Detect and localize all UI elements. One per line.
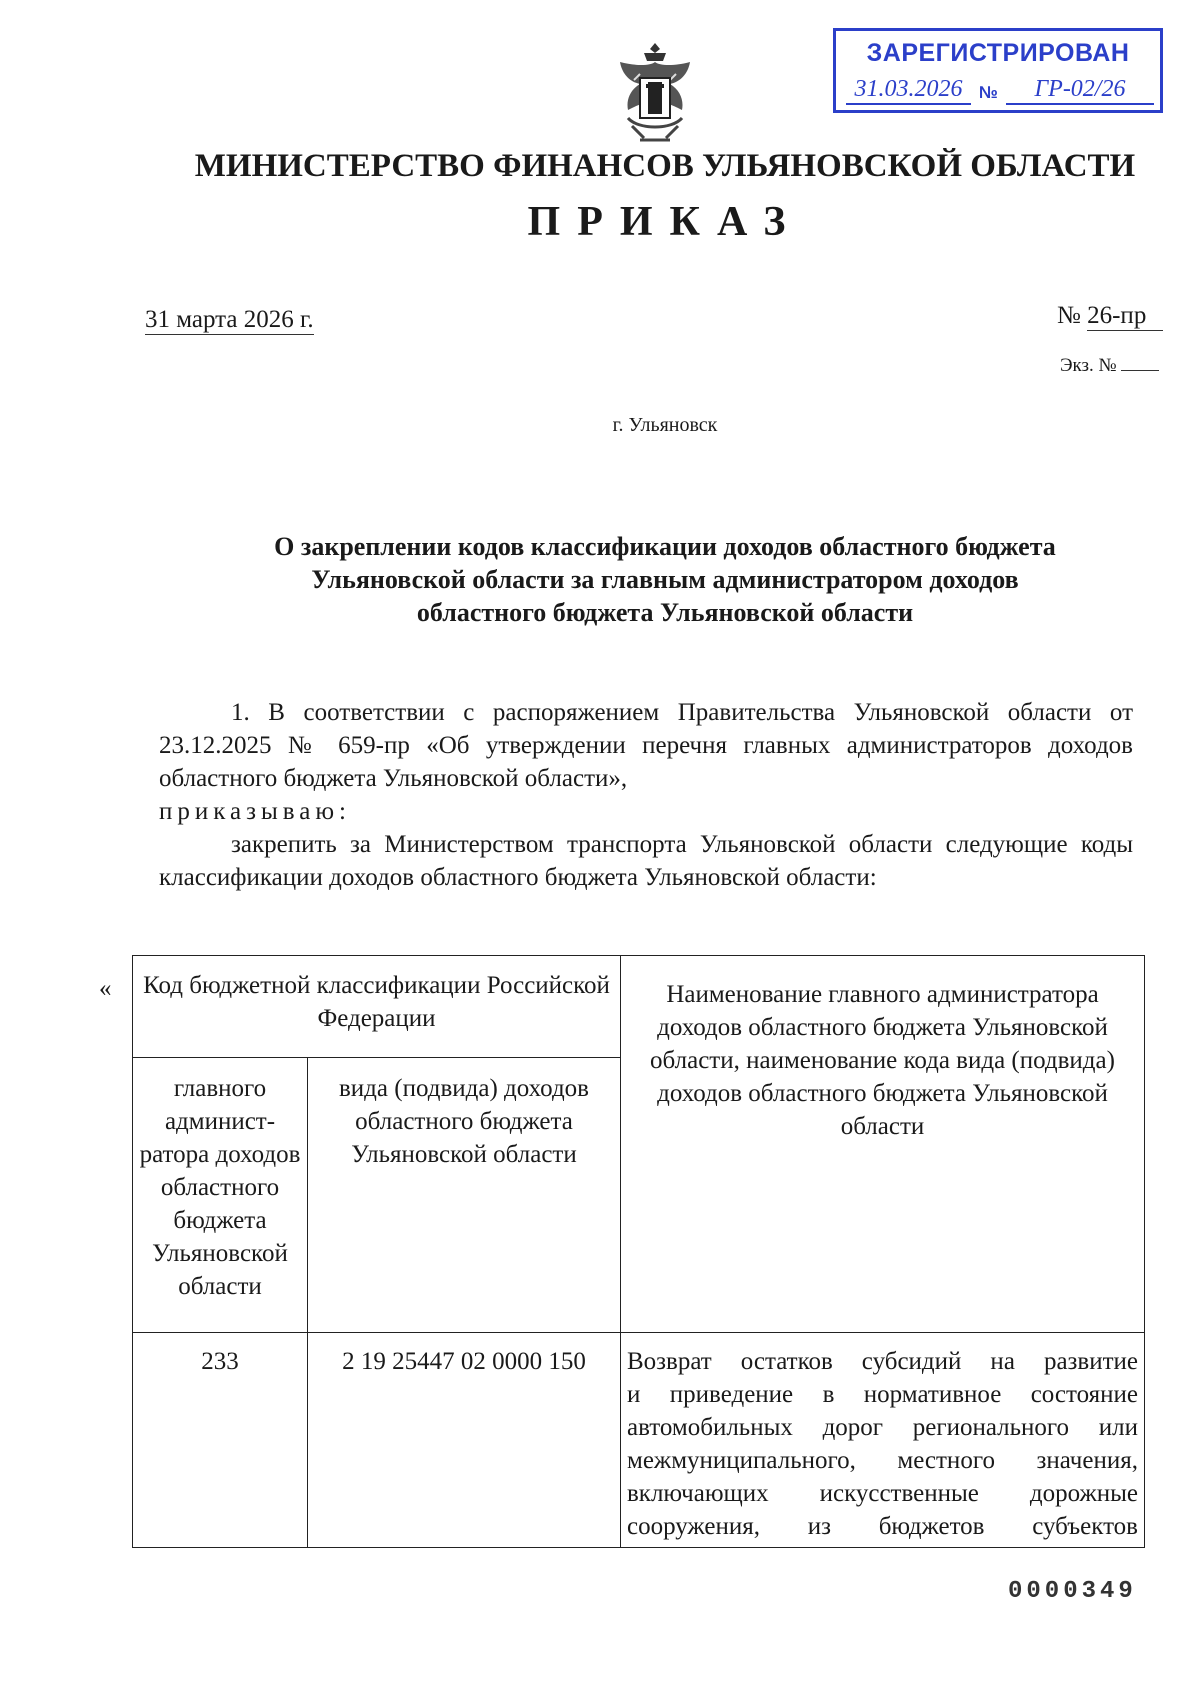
body-paragraph-1	[159, 696, 1133, 828]
col3-header: Наименование главного администратора доходов областного бюджета Ульяновской области, наименование кода вида (подвида) доходов областного бюджета Ульяновской области	[621, 956, 1145, 1333]
classification-table	[132, 955, 1145, 1548]
order-number	[1057, 302, 1163, 331]
city: г. Ульяновск	[612, 414, 718, 436]
stamp-title: ЗАРЕГИСТРИРОВАН	[866, 39, 1130, 67]
admin-code-cell: 233	[133, 1333, 308, 1548]
ministry-name: МИНИСТЕРСТВО ФИНАНСОВ УЛЬЯНОВСКОЙ ОБЛАСТИ	[194, 148, 1136, 184]
income-name-line: сооружения, из бюджетов субъектов	[627, 1513, 1138, 1540]
table-row	[133, 1333, 1145, 1548]
income-name-cell	[621, 1333, 1145, 1548]
title-line: О закреплении кодов классификации доходов областного бюджета	[274, 532, 1056, 561]
copy-number-blank	[1121, 352, 1159, 371]
col1-header: главного админист-ратора доходов областного бюджета Ульяновской области	[133, 1058, 308, 1333]
header-group-cell: Код бюджетной классификации Российской Федерации	[133, 956, 621, 1058]
income-code-cell: 2 19 25447 02 0000 150	[308, 1333, 621, 1548]
title-line: областного бюджета Ульяновской области	[416, 598, 914, 627]
stamp-number-label: №	[979, 83, 998, 102]
order-number-value: 26-пр	[1087, 302, 1163, 331]
copy-number-label: Экз. №	[1060, 355, 1117, 376]
col2-header: вида (подвида) доходов областного бюджета Ульяновской области	[308, 1058, 621, 1333]
income-name-line: включающих искусственные дорожные	[627, 1480, 1138, 1507]
body-paragraph-2: закрепить за Министерством транспорта Ульяновской области следующие коды классификации доходов областного бюджета Ульяновской области:	[159, 831, 1133, 891]
income-name-line: Возврат остатков субсидий на развитие	[627, 1348, 1138, 1375]
order-word: приказываю:	[159, 798, 351, 825]
income-name-line: автомобильных дорог регионального или	[627, 1414, 1138, 1441]
order-date-value: 31 марта 2026 г.	[145, 306, 314, 333]
copy-number	[1060, 352, 1159, 377]
stamp-date: 31.03.2026	[846, 75, 971, 105]
order-number-label: №	[1057, 302, 1081, 329]
table-header-row	[133, 956, 1145, 1058]
document-title	[180, 530, 1150, 629]
document-body	[159, 696, 1133, 894]
order-date	[145, 306, 314, 335]
ulyanovsk-coat-of-arms-icon	[610, 40, 700, 148]
registration-stamp	[833, 28, 1163, 113]
document-serial-number: 0000349	[1008, 1578, 1137, 1605]
table-open-quote: «	[99, 975, 112, 1002]
title-line: Ульяновской области за главным администратором доходов	[311, 565, 1019, 594]
income-name-line: межмуниципального, местного значения,	[627, 1447, 1138, 1474]
document-type: ПРИКАЗ	[527, 199, 803, 245]
para1-text: 1. В соответствии с распоряжением Правительства Ульяновской области от 23.12.2025 № 659-пр «Об утверждении перечня главных администраторов доходов областного бюджета Ульяновской области»,	[159, 699, 1133, 792]
stamp-number: ГР-02/26	[1006, 75, 1154, 105]
income-name-line: и приведение в нормативное состояние	[627, 1381, 1138, 1408]
